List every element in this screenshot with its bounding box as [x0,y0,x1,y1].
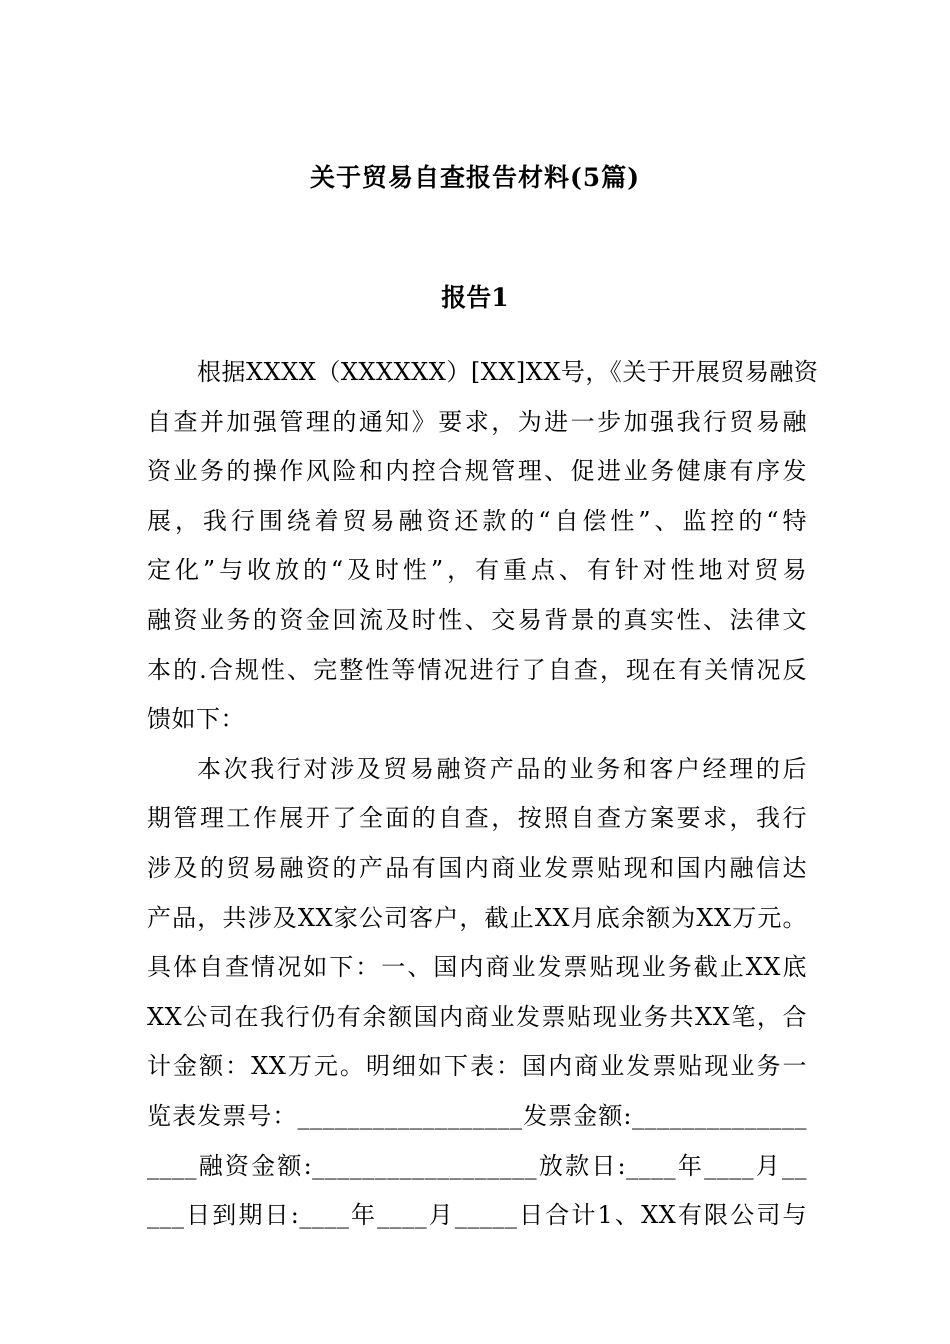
document-body [147,352,819,1245]
text-line: 根据XXXX（XXXXXX）[XX]XX号，《关于开展贸易融资 [197,358,819,386]
text-line: 自查并加强管理的通知》要求，为进一步加强我行贸易融 [147,407,807,436]
text-line: 涉及的贸易融资的产品有国内商业发票贴现和国内融信达 [147,853,807,882]
text-line: ___日到期日:____年____月_____日合计1、XX有限公司与 [147,1201,807,1230]
text-line: 计金额：XX万元。明细如下表：国内商业发票贴现业务一 [147,1052,807,1081]
text-line: 具体自查情况如下：一、国内商业发票贴现业务截止XX底 [147,953,807,982]
text-line: 产品，共涉及XX家公司客户，截止XX月底余额为XX万元。 [147,903,807,932]
text-line: XX公司在我行仍有余额国内商业发票贴现业务共XX笔，合 [147,1002,807,1031]
text-line: 展，我行围绕着贸易融资还款的“自偿性”、监控的“特 [147,506,807,535]
paragraph-2 [147,749,807,1245]
document-title: 关于贸易自查报告材料(5篇) [309,163,641,192]
text-line: 定化”与收放的“及时性”，有重点、有针对性地对贸易 [147,556,807,585]
section-heading: 报告1 [441,283,509,312]
text-line: 本的.合规性、完整性等情况进行了自查，现在有关情况反 [147,655,807,684]
paragraph-1 [147,352,819,749]
text-line: ____融资金额:__________________放款日:____年____月__ [147,1151,807,1180]
text-line: 馈如下： [147,705,245,734]
text-line: 期管理工作展开了全面的自查，按照自查方案要求，我行 [147,804,807,833]
text-line: 融资业务的资金回流及时性、交易背景的真实性、法律文 [147,605,807,634]
text-line: 资业务的操作风险和内控合规管理、促进业务健康有序发 [147,457,807,486]
text-line: 览表发票号：__________________发票金额:______________ [147,1101,807,1130]
text-line: 本次我行对涉及贸易融资产品的业务和客户经理的后 [197,754,807,783]
